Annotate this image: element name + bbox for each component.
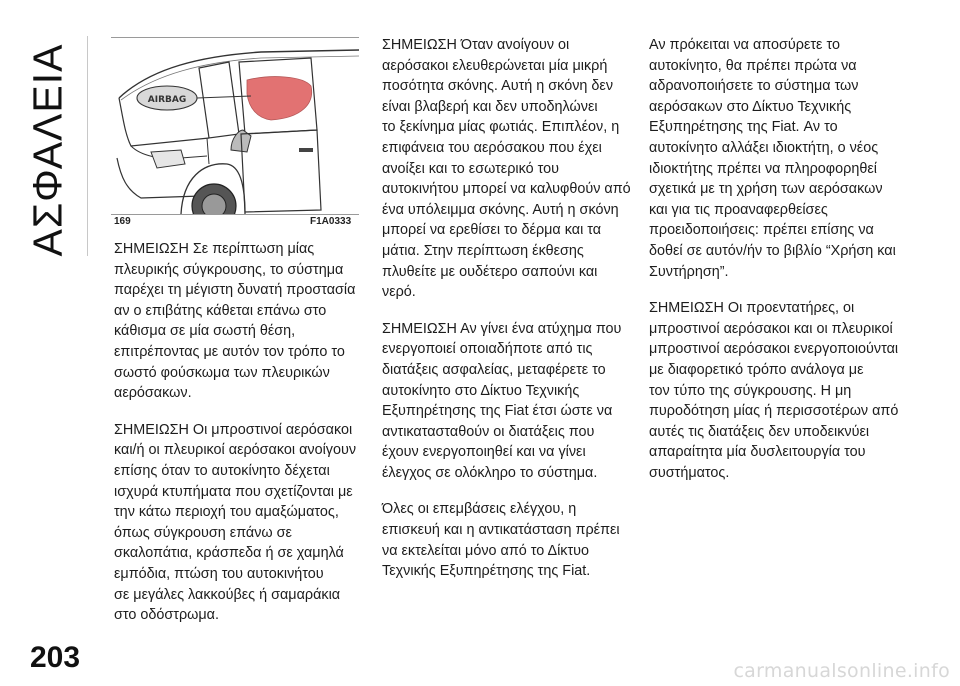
text-line: αερόσακοι ελευθερώνεται μία μικρή bbox=[382, 57, 608, 74]
text-line: αυτές τις διατάξεις δεν υποδεικνύει bbox=[649, 423, 870, 440]
text-line: είναι βλαβερή και δεν υποδηλώνει bbox=[382, 98, 598, 115]
text-line: αυτοκινήτου μπορεί να καλυφθούν από bbox=[382, 181, 631, 198]
text-line: σκαλοπάτια, κράσπεδα ή σε χαμηλά bbox=[114, 545, 344, 562]
figure-number: 169 bbox=[114, 216, 131, 227]
text-line: απαραίτητα μία δυσλειτουργία του bbox=[649, 444, 866, 461]
text-line: εμπόδια, πτώση του αυτοκινήτου bbox=[114, 565, 324, 582]
text-line: ένα υπόλειμμα σκόνης. Αυτή η σκόνη bbox=[382, 201, 619, 218]
text-line: σχετικά με τη χρήση των αερόσακων bbox=[649, 181, 883, 198]
text-line: σε μεγάλες λακκούβες ή σαμαράκια bbox=[114, 586, 341, 603]
text-line: ΣΗΜΕΙΩΣΗ Οι προεντατήρες, οι bbox=[649, 300, 855, 317]
text-line: μπορεί να ερεθίσει το δέρμα και τα bbox=[382, 222, 602, 239]
text-line: ΣΗΜΕΙΩΣΗ Αν γίνει ένα ατύχημα που bbox=[382, 320, 622, 337]
section-title: ΑΣΦΑΛΕΙΑ bbox=[24, 43, 71, 257]
airbag-figure bbox=[111, 37, 359, 215]
text-line: και για τις προαναφερθείσες bbox=[649, 201, 828, 218]
text-line: συστήματος. bbox=[649, 464, 730, 481]
text-line: νερό. bbox=[382, 284, 416, 301]
text-line: Συντήρηση”. bbox=[649, 263, 729, 280]
text-line: ΣΗΜΕΙΩΣΗ Όταν ανοίγουν οι bbox=[382, 37, 570, 53]
text-line: ιδιοκτήτης πρέπει να πληροφορηθεί bbox=[649, 160, 877, 177]
text-line: μπροστινοί αερόσακοι και οι πλευρικοί bbox=[649, 320, 893, 337]
paragraph bbox=[649, 35, 911, 282]
text-line: μπροστινοί αερόσακοι ενεργοποιούνται bbox=[649, 341, 899, 358]
text-line: αερόσακων. bbox=[114, 385, 192, 402]
text-column-3 bbox=[649, 35, 911, 499]
text-line: επιφάνεια του αερόσακου που έχει bbox=[382, 139, 602, 156]
text-line: Αν πρόκειται να αποσύρετε το bbox=[649, 37, 840, 53]
paragraph bbox=[382, 499, 638, 581]
text-line: στο οδόστρωμα. bbox=[114, 607, 219, 624]
text-line: ΣΗΜΕΙΩΣΗ Οι μπροστινοί αερόσακοι bbox=[114, 421, 353, 438]
text-line: την κάτω περιοχή του αμαξώματος, bbox=[114, 504, 339, 521]
text-line: επιτρέποντας με αυτόν τον τρόπο το bbox=[114, 343, 345, 360]
text-line: έχουν ενεργοποιηθεί και να γίνει bbox=[382, 444, 586, 461]
text-line: μάτια. Στην περίπτωση έκθεσης bbox=[382, 242, 584, 259]
text-line: αν ο επιβάτης κάθεται επάνω στο bbox=[114, 302, 327, 319]
text-line: ισχυρά κτυπήματα που σχετίζονται με bbox=[114, 483, 353, 500]
text-line: έλεγχος σε ολόκληρο το σύστημα. bbox=[382, 464, 598, 481]
text-line: πυροδότηση μίας ή περισσοτέρων από bbox=[649, 403, 899, 420]
text-line: αυτοκίνητο αλλάξει ιδιοκτήτη, ο νέος bbox=[649, 139, 879, 156]
text-line: ανοίξει και το εσωτερικό του bbox=[382, 160, 559, 177]
text-line: Όλες οι επεμβάσεις ελέγχου, η bbox=[382, 501, 577, 518]
text-line: παρέχει τη μέγιστη δυνατή προστασία bbox=[114, 282, 356, 299]
text-line: ΣΗΜΕΙΩΣΗ Σε περίπτωση μίας bbox=[114, 241, 315, 257]
figure-code: F1A0333 bbox=[310, 216, 352, 227]
text-line: δοθεί σε αυτόν/ήν το βιβλίο “Χρήση και bbox=[649, 242, 896, 259]
text-line: προειδοποιήσεις: πρέπει επίσης να bbox=[649, 222, 874, 239]
text-line: επισκευή και η αντικατάσταση πρέπει bbox=[382, 522, 620, 539]
text-line: πλυθείτε με ουδέτερο σαπούνι και bbox=[382, 263, 598, 280]
watermark: carmanualsonline.info bbox=[733, 660, 950, 682]
text-line: Εξυπηρέτησης της Fiat. Αν το bbox=[649, 119, 838, 136]
text-line: διατάξεις ασφαλείας, μεταφέρετε το bbox=[382, 361, 606, 378]
text-line: και/ή οι πλευρικοί αερόσακοι ανοίγουν bbox=[114, 442, 357, 459]
text-line: το ξεκίνημα μίας φωτιάς. Επιπλέον, η bbox=[382, 119, 620, 136]
text-line: αερόσακων στο Δίκτυο Τεχνικής bbox=[649, 98, 852, 115]
paragraph bbox=[649, 298, 911, 483]
airbag-badge-label: AIRBAG bbox=[147, 95, 187, 105]
paragraph bbox=[114, 239, 370, 404]
text-line: να εκτελείται μόνο από το Δίκτυο bbox=[382, 542, 590, 559]
text-line: ενεργοποιεί οποιαδήποτε από τις bbox=[382, 341, 593, 358]
text-line: επίσης όταν το αυτοκίνητο δέχεται bbox=[114, 462, 330, 479]
paragraph bbox=[382, 35, 638, 303]
text-line: αυτοκίνητο, θα πρέπει πρώτα να bbox=[649, 57, 857, 74]
text-line: Εξυπηρέτησης της Fiat έτσι ώστε να bbox=[382, 403, 613, 420]
text-line: σωστό φούσκωμα των πλευρικών bbox=[114, 364, 330, 381]
page-number: 203 bbox=[30, 641, 81, 674]
text-line: αντικατασταθούν οι διατάξεις που bbox=[382, 423, 595, 440]
van-illustration bbox=[111, 38, 359, 214]
text-line: αυτοκίνητο στο Δίκτυο Τεχνικής bbox=[382, 382, 580, 399]
text-column-1 bbox=[114, 239, 370, 642]
text-line: κάθισμα σε μία σωστή θέση, bbox=[114, 323, 296, 340]
text-line: όπως σύγκρουση επάνω σε bbox=[114, 524, 292, 541]
section-divider bbox=[87, 36, 88, 256]
text-line: ποσότητα σκόνης. Αυτή η σκόνη δεν bbox=[382, 78, 614, 95]
text-line: Τεχνικής Εξυπηρέτησης της Fiat. bbox=[382, 563, 591, 580]
text-line: με διαφορετικό τρόπο ανάλογα με bbox=[649, 361, 864, 378]
paragraph bbox=[114, 420, 370, 626]
text-line: τον τύπο της σύγκρουσης. Η μη bbox=[649, 382, 852, 399]
paragraph bbox=[382, 319, 638, 484]
text-line: αδρανοποιήσετε το σύστημα των bbox=[649, 78, 859, 95]
text-line: πλευρικής σύγκρουσης, το σύστημα bbox=[114, 261, 344, 278]
text-column-2 bbox=[382, 35, 638, 598]
